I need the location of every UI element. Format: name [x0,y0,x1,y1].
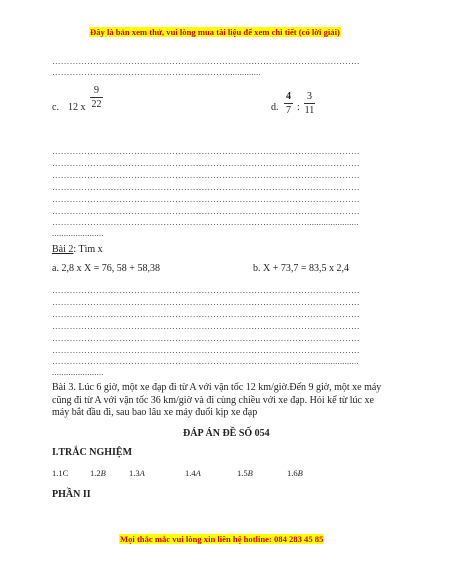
answer-line: …………………………………………………………………………………………… [52,309,360,319]
part-c-fraction [90,85,103,110]
answer-line: …………………………………………………………………………………………… [52,56,360,66]
exercise-3-line: cũng đi từ A với vận tốc 36 km/giờ và đi cùng chiều với xe đạp. Hỏi kể từ lúc xe [52,395,374,406]
exercise-2b: b. X + 73,7 = 83,5 x 2,4 [253,263,350,274]
fraction-denominator: 7 [286,105,291,116]
exercise-2-title: Bài 2 [52,244,74,255]
answer-line: ……………………………………………………………………………...................... [52,356,359,366]
answer-line: …………………………………………………………………………………………… [52,182,360,192]
footer-banner: Mọi thắc mắc vui lòng xin liên hệ hotline: 084 283 45 85 [120,534,324,544]
fraction-numerator: 3 [307,91,312,102]
answer-line: …………………………………………………………………………………………… [52,158,360,168]
exercise-2a: a. 2,8 x X = 76, 58 + 58,38 [52,263,160,274]
answer-item: 1.6B [287,468,303,478]
answer-line: …………………………………………………………………………………………… [52,333,360,343]
exercise-3-line: máy bắt đầu đi, sau bao lâu xe máy đuổi kịp xe đạp [52,407,258,418]
exercise-2-heading [52,244,103,256]
answer-item: 1.4A [185,468,201,478]
section-2-title: PHẦN II [52,489,91,500]
fraction-numerator: 4 [286,91,291,102]
answer-line: …………………………………………………….............. [52,67,261,77]
fraction-denominator: 22 [91,99,102,110]
answer-item: 1.2B [90,468,106,478]
answer-line: …………………………………………………………………………………………… [52,321,360,331]
answer-item: 1.3A [129,468,145,478]
fraction-bar [304,103,315,104]
section-1-title: I.TRẮC NGHIỆM [52,447,133,458]
exercise-2-instruction: : Tìm x [73,244,103,255]
fraction-bar [90,97,103,98]
fraction-denominator: 11 [304,105,315,116]
answer-item: 1.5B [237,468,253,478]
answer-line: …………………………………………………………………………………………… [52,146,360,156]
part-d-label: d. [271,102,279,113]
part-c-label: c. [52,102,59,113]
fraction-bar [284,103,293,104]
answer-item: 1.1C [52,468,69,478]
answer-key-title: ĐÁP ÁN ĐỀ SỐ 054 [183,428,270,439]
answer-line: …………………………………………………………………………………………… [52,297,360,307]
fraction-numerator: 9 [94,85,99,96]
part-d-fraction-2 [304,91,315,116]
exercise-3-line: Bài 3. Lúc 6 giờ, một xe đạp đi từ A với vận tốc 12 km/giờ.Đến 9 giờ, một xe máy [52,382,382,393]
answer-line: …………………………………………………………………………………………… [52,194,360,204]
header-banner: Đây là bản xem thử, vui lòng mua tài liệu để xem chi tiết (có lời giải) [90,27,340,37]
answer-line: ...................... [52,367,104,377]
part-d-fraction-1 [284,91,293,116]
answer-line: …………………………………………………………………………………………… [52,285,360,295]
answer-line: ……………………………………………………………………………...................... [52,217,359,227]
answer-line: …………………………………………………………………………………………… [52,345,360,355]
answer-line: …………………………………………………………………………………………… [52,206,360,216]
answer-line: …………………………………………………………………………………………… [52,170,360,180]
answer-line: ...................... [52,228,104,238]
part-c-whole: 12 x [68,102,86,113]
division-sign: : [297,102,300,113]
